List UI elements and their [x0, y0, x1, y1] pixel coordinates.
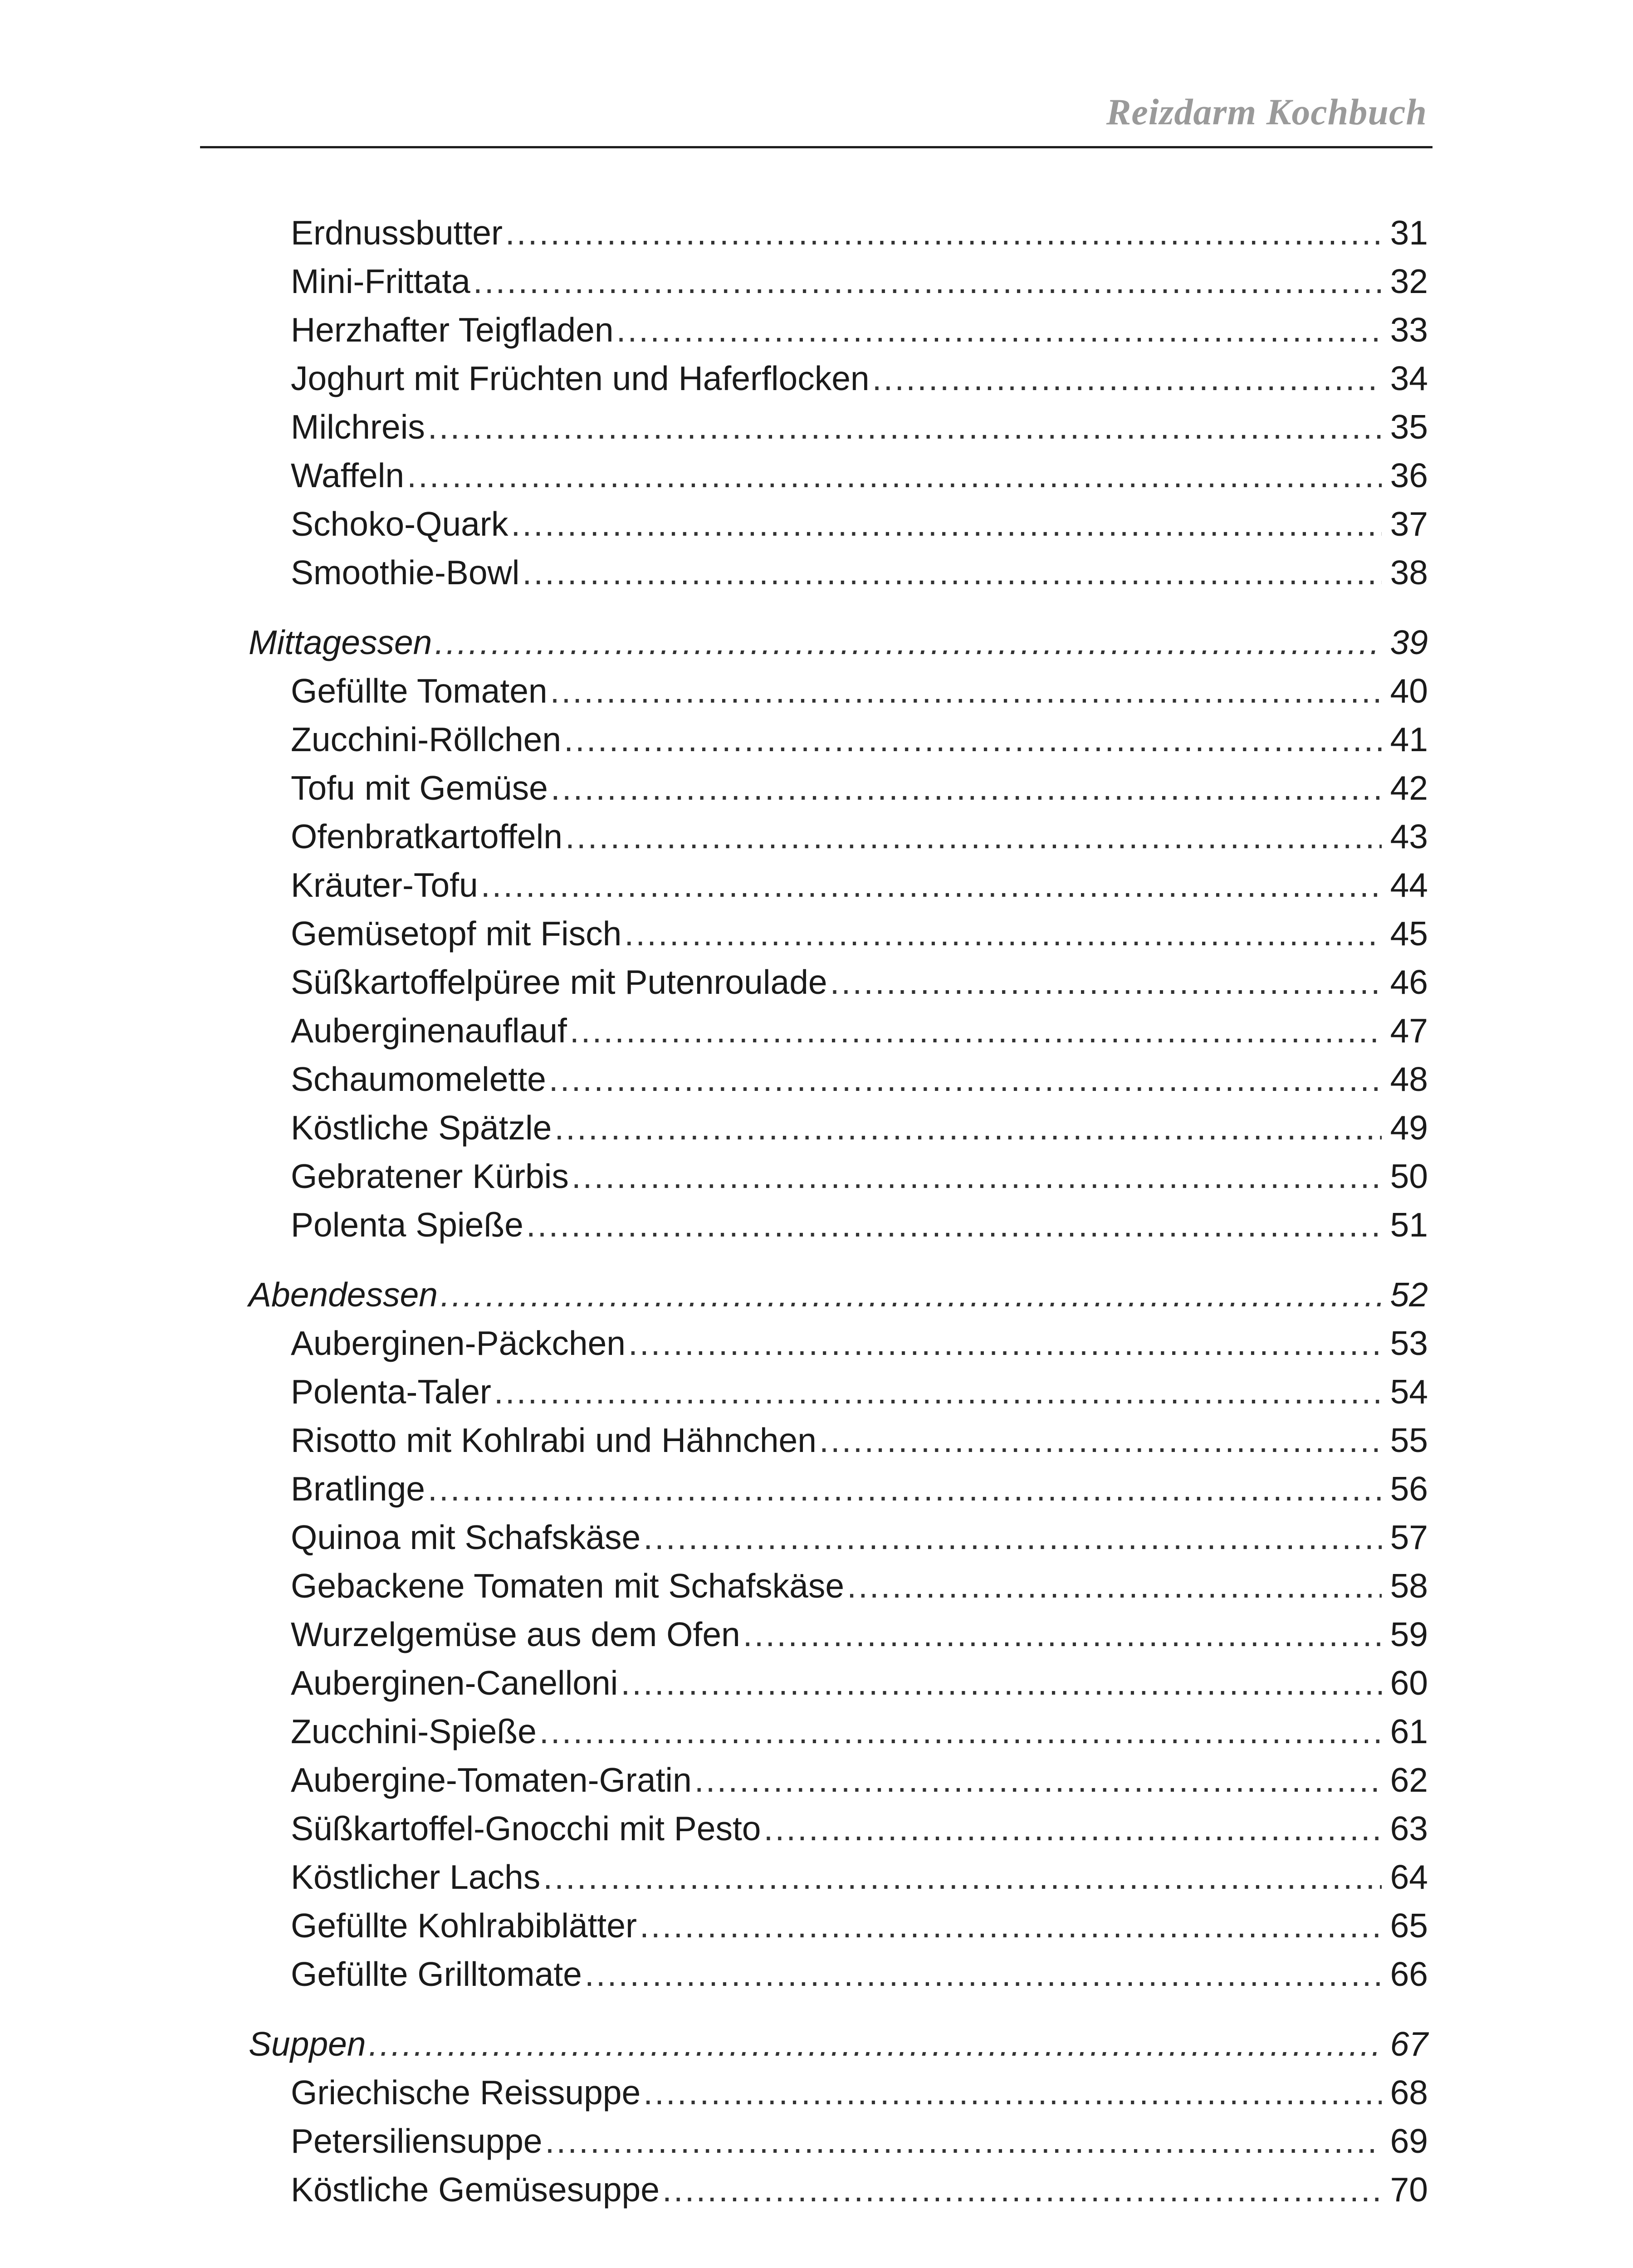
dot-leader	[539, 1707, 1382, 1756]
dot-leader	[428, 403, 1382, 451]
toc-entry-title: Herzhafter Teigfladen	[291, 311, 614, 349]
toc-page-number: 61	[1390, 1712, 1428, 1750]
toc-entry[interactable]	[249, 1319, 1428, 1368]
toc-entry-title: Mittagessen	[249, 623, 432, 661]
toc-entry-title: Polenta-Taler	[291, 1373, 491, 1411]
toc-entry[interactable]	[249, 1201, 1428, 1249]
toc-page-number: 45	[1390, 914, 1428, 953]
toc-entry[interactable]	[249, 1659, 1428, 1707]
toc-page-number: 38	[1390, 553, 1428, 591]
toc-entry[interactable]	[249, 2165, 1428, 2214]
toc-entry-title: Süßkartoffelpüree mit Putenroulade	[291, 963, 827, 1001]
toc-page-number: 41	[1390, 720, 1428, 758]
toc-page-number: 57	[1390, 1518, 1428, 1556]
toc-page-number: 49	[1390, 1109, 1428, 1147]
toc-entry-title: Auberginen-Päckchen	[291, 1324, 626, 1362]
toc-entry[interactable]	[249, 715, 1428, 764]
toc-entry[interactable]	[249, 958, 1428, 1007]
toc-page-number: 40	[1390, 672, 1428, 710]
toc-page-number: 48	[1390, 1060, 1428, 1098]
toc-entry-title: Petersiliensuppe	[291, 2122, 543, 2160]
toc-entry[interactable]	[249, 306, 1428, 354]
toc-entry[interactable]	[249, 1610, 1428, 1659]
toc-page-number: 62	[1390, 1761, 1428, 1799]
toc-page-number: 52	[1390, 1276, 1428, 1314]
toc-page-number: 47	[1390, 1012, 1428, 1050]
toc-entry-title: Gebratener Kürbis	[291, 1157, 569, 1195]
toc-entry[interactable]	[249, 257, 1428, 306]
toc-entry[interactable]	[249, 1416, 1428, 1465]
toc-page-number: 66	[1390, 1955, 1428, 1993]
toc-entry-title: Auberginenauflauf	[291, 1012, 567, 1050]
toc-page-number: 42	[1390, 769, 1428, 807]
toc-page-number: 50	[1390, 1157, 1428, 1195]
dot-leader	[694, 1756, 1382, 1804]
toc-page-number: 32	[1390, 262, 1428, 300]
toc-entry-title: Milchreis	[291, 408, 425, 446]
dot-leader	[505, 209, 1382, 257]
dot-leader	[545, 2117, 1382, 2165]
toc-entry-title: Tofu mit Gemüse	[291, 769, 548, 807]
toc-entry-title: Gefüllte Grilltomate	[291, 1955, 582, 1993]
dot-leader	[511, 500, 1382, 548]
toc-entry[interactable]	[249, 1513, 1428, 1562]
toc-entry-title: Gebackene Tomaten mit Schafskäse	[291, 1567, 845, 1605]
dot-leader	[640, 1901, 1382, 1950]
toc-page-number: 36	[1390, 456, 1428, 494]
dot-leader	[624, 909, 1382, 958]
toc-entry[interactable]	[249, 1756, 1428, 1804]
dot-leader	[819, 1416, 1382, 1465]
toc-entry-title: Bratlinge	[291, 1470, 425, 1508]
toc-entry-title: Abendessen	[249, 1276, 438, 1314]
toc-entry-title: Köstliche Gemüsesuppe	[291, 2170, 660, 2209]
toc-page-number: 67	[1390, 2025, 1428, 2063]
toc-page-number: 44	[1390, 866, 1428, 904]
dot-leader	[494, 1368, 1382, 1416]
toc-entry-title: Risotto mit Kohlrabi und Hähnchen	[291, 1421, 816, 1459]
dot-leader	[764, 1804, 1382, 1853]
toc-page-number: 39	[1390, 623, 1428, 661]
toc-section-entry[interactable]	[249, 618, 1428, 667]
toc-entry-title: Suppen	[249, 2025, 366, 2063]
toc-entry-title: Kräuter-Tofu	[291, 866, 478, 904]
toc-section-entry[interactable]	[249, 1271, 1428, 1319]
toc-page-number: 51	[1390, 1206, 1428, 1244]
dot-leader	[643, 2068, 1382, 2117]
toc-page-number: 35	[1390, 408, 1428, 446]
toc-entry[interactable]	[249, 1804, 1428, 1853]
toc-entry[interactable]	[249, 354, 1428, 403]
toc-section-entry[interactable]	[249, 2020, 1428, 2068]
toc-entry-title: Schaumomelette	[291, 1060, 546, 1098]
toc-page-number: 34	[1390, 359, 1428, 397]
dot-leader	[662, 2165, 1382, 2214]
toc-entry-title: Griechische Reissuppe	[291, 2073, 641, 2112]
dot-leader	[643, 1513, 1382, 1562]
toc-page-number: 33	[1390, 311, 1428, 349]
dot-leader	[628, 1319, 1382, 1368]
toc-page-number: 68	[1390, 2073, 1428, 2112]
toc-entry-title: Süßkartoffel-Gnocchi mit Pesto	[291, 1809, 761, 1848]
dot-leader	[551, 764, 1382, 812]
table-of-contents	[249, 209, 1428, 2214]
toc-entry[interactable]	[249, 1368, 1428, 1416]
toc-page-number: 60	[1390, 1664, 1428, 1702]
dot-leader	[572, 1152, 1382, 1201]
toc-entry[interactable]	[249, 500, 1428, 548]
dot-leader	[550, 667, 1382, 715]
toc-entry[interactable]	[249, 1104, 1428, 1152]
toc-entry[interactable]	[249, 1707, 1428, 1756]
toc-entry[interactable]	[249, 1562, 1428, 1610]
dot-leader	[407, 451, 1382, 500]
toc-entry[interactable]	[249, 812, 1428, 861]
toc-entry-title: Quinoa mit Schafskäse	[291, 1518, 641, 1556]
toc-entry-title: Gemüsetopf mit Fisch	[291, 914, 622, 953]
toc-entry-title: Erdnussbutter	[291, 214, 503, 252]
toc-page-number: 64	[1390, 1858, 1428, 1896]
toc-entry-title: Aubergine-Tomaten-Gratin	[291, 1761, 692, 1799]
toc-entry-title: Zucchini-Spieße	[291, 1712, 537, 1750]
toc-entry[interactable]	[249, 548, 1428, 597]
dot-leader	[543, 1853, 1382, 1901]
toc-entry-title: Gefüllte Kohlrabiblätter	[291, 1906, 637, 1945]
toc-page-number: 55	[1390, 1421, 1428, 1459]
toc-entry-title: Waffeln	[291, 456, 405, 494]
toc-entry-title: Auberginen-Canelloni	[291, 1664, 618, 1702]
dot-leader	[526, 1201, 1382, 1249]
dot-leader	[435, 618, 1382, 667]
toc-entry-title: Wurzelgemüse aus dem Ofen	[291, 1615, 740, 1653]
dot-leader	[564, 715, 1382, 764]
dot-leader	[481, 861, 1382, 909]
toc-entry[interactable]	[249, 1055, 1428, 1104]
dot-leader	[847, 1562, 1382, 1610]
dot-leader	[522, 548, 1382, 597]
toc-entry-title: Joghurt mit Früchten und Haferflocken	[291, 359, 870, 397]
toc-entry-title: Zucchini-Röllchen	[291, 720, 562, 758]
dot-leader	[554, 1104, 1382, 1152]
toc-entry[interactable]	[249, 1901, 1428, 1950]
toc-entry[interactable]	[249, 667, 1428, 715]
toc-page-number: 58	[1390, 1567, 1428, 1605]
dot-leader	[549, 1055, 1382, 1104]
toc-entry[interactable]	[249, 1465, 1428, 1513]
toc-entry-title: Smoothie-Bowl	[291, 553, 520, 591]
dot-leader	[565, 812, 1382, 861]
toc-page-number: 70	[1390, 2170, 1428, 2209]
toc-entry[interactable]	[249, 1950, 1428, 1999]
dot-leader	[440, 1271, 1382, 1319]
toc-entry[interactable]	[249, 403, 1428, 451]
dot-leader	[369, 2020, 1382, 2068]
dot-leader	[473, 257, 1382, 306]
dot-leader	[570, 1007, 1382, 1055]
toc-page-number: 46	[1390, 963, 1428, 1001]
toc-page-number: 53	[1390, 1324, 1428, 1362]
toc-page-number: 69	[1390, 2122, 1428, 2160]
toc-entry[interactable]	[249, 2117, 1428, 2165]
toc-page-number: 56	[1390, 1470, 1428, 1508]
toc-page-number: 63	[1390, 1809, 1428, 1848]
running-header	[200, 87, 1433, 148]
toc-entry[interactable]	[249, 1152, 1428, 1201]
toc-entry-title: Mini-Frittata	[291, 262, 470, 300]
toc-page-number: 43	[1390, 817, 1428, 855]
toc-entry[interactable]	[249, 1853, 1428, 1901]
toc-entry[interactable]	[249, 209, 1428, 257]
dot-leader	[621, 1659, 1382, 1707]
dot-leader	[585, 1950, 1382, 1999]
toc-entry[interactable]	[249, 861, 1428, 909]
toc-entry[interactable]	[249, 764, 1428, 812]
toc-entry[interactable]	[249, 451, 1428, 500]
book-title: Reizdarm Kochbuch	[1106, 91, 1427, 132]
toc-entry[interactable]	[249, 2068, 1428, 2117]
dot-leader	[830, 958, 1382, 1007]
toc-entry[interactable]	[249, 1007, 1428, 1055]
toc-entry-title: Köstliche Spätzle	[291, 1109, 552, 1147]
toc-page-number: 65	[1390, 1906, 1428, 1945]
dot-leader	[872, 354, 1382, 403]
dot-leader	[743, 1610, 1382, 1659]
toc-entry-title: Gefüllte Tomaten	[291, 672, 548, 710]
toc-entry-title: Ofenbratkartoffeln	[291, 817, 562, 855]
toc-entry[interactable]	[249, 909, 1428, 958]
dot-leader	[616, 306, 1382, 354]
toc-page-number: 54	[1390, 1373, 1428, 1411]
toc-page-number: 59	[1390, 1615, 1428, 1653]
toc-entry-title: Polenta Spieße	[291, 1206, 523, 1244]
dot-leader	[428, 1465, 1382, 1513]
toc-entry-title: Schoko-Quark	[291, 505, 508, 543]
toc-page-number: 31	[1390, 214, 1428, 252]
toc-entry-title: Köstlicher Lachs	[291, 1858, 541, 1896]
toc-page-number: 37	[1390, 505, 1428, 543]
